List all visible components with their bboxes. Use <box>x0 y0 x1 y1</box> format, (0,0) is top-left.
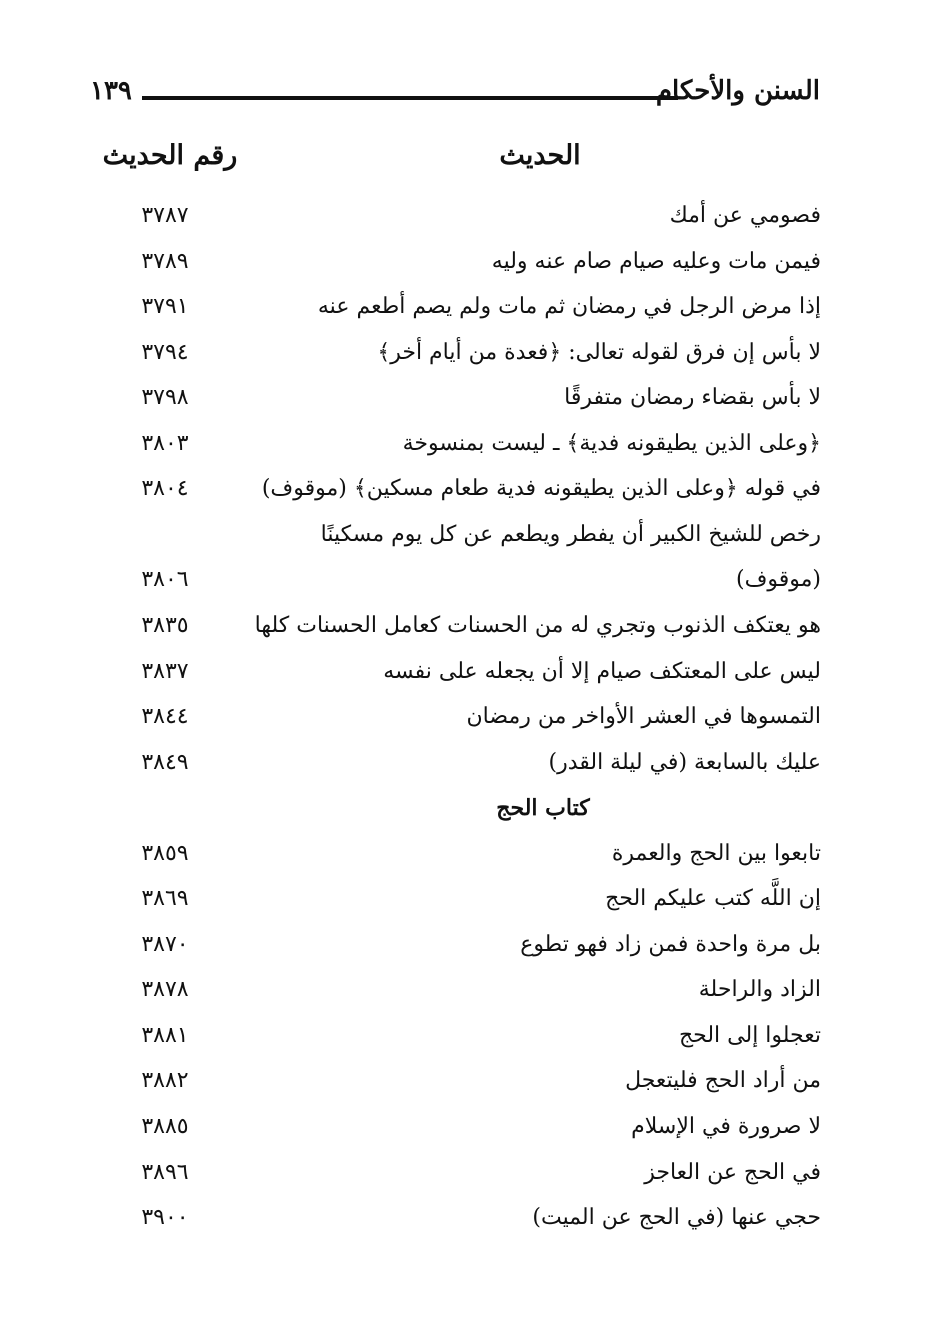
hadith-number: ٣٧٩١ <box>141 294 189 319</box>
list-item <box>0 424 926 464</box>
list-item <box>0 697 926 737</box>
list-item <box>0 469 926 509</box>
hadith-text: هو يعتكف الذنوب وتجري له من الحسنات كعامل الحسنات كلها <box>254 613 821 638</box>
list-item <box>0 606 926 646</box>
column-header-number: رقم الحديث <box>102 140 238 171</box>
hadith-text: لا صرورة في الإسلام <box>631 1114 821 1139</box>
section-heading-row <box>0 788 926 828</box>
list-item <box>0 970 926 1010</box>
hadith-number: ٣٨٦٩ <box>141 886 189 911</box>
list-item <box>0 287 926 327</box>
list-item <box>0 879 926 919</box>
page-number: ١٣٩ <box>90 76 132 106</box>
hadith-number: ٣٨٤٤ <box>141 704 189 729</box>
list-item <box>0 1061 926 1101</box>
hadith-text: الزاد والراحلة <box>698 977 821 1002</box>
list-item <box>0 1198 926 1238</box>
hadith-text: رخص للشيخ الكبير أن يفطر ويطعم عن كل يوم مسكينًا <box>320 522 821 547</box>
header-title: السنن والأحكام <box>655 76 820 106</box>
column-header-hadith: الحديث <box>499 140 581 171</box>
hadith-text: إن اللَّه كتب عليكم الحج <box>605 886 821 911</box>
hadith-text: في قوله ﴿وعلى الذين يطيقونه فدية طعام مسكين﴾ (موقوف) <box>261 476 821 501</box>
hadith-number: ٣٧٩٤ <box>141 340 189 365</box>
hadith-number: ٣٨٧٠ <box>141 932 189 957</box>
list-item <box>0 515 926 555</box>
hadith-text: بل مرة واحدة فمن زاد فهو تطوع <box>520 932 821 957</box>
hadith-text: لا بأس إن فرق لقوله تعالى: ﴿فعدة من أيام أخر﴾ <box>377 340 821 365</box>
hadith-text: في الحج عن العاجز <box>644 1160 821 1185</box>
hadith-number: ٣٧٩٨ <box>141 385 189 410</box>
hadith-text: تابعوا بين الحج والعمرة <box>611 841 821 866</box>
list-item <box>0 242 926 282</box>
hadith-text: من أراد الحج فليتعجل <box>625 1068 821 1093</box>
hadith-number: ٣٨٨٥ <box>141 1114 189 1139</box>
list-item <box>0 743 926 783</box>
hadith-text: (موقوف) <box>735 567 821 592</box>
hadith-number: ٣٧٨٧ <box>141 203 189 228</box>
list-item <box>0 560 926 600</box>
hadith-number: ٣٨٠٦ <box>141 567 189 592</box>
list-item <box>0 925 926 965</box>
hadith-number: ٣٨٣٧ <box>141 659 189 684</box>
list-item <box>0 1153 926 1193</box>
hadith-number: ٣٧٨٩ <box>141 249 189 274</box>
hadith-text: ليس على المعتكف صيام إلا أن يجعله على نفسه <box>383 659 821 684</box>
hadith-text: عليك بالسابعة (في ليلة القدر) <box>548 750 821 775</box>
list-item <box>0 333 926 373</box>
hadith-text: حجي عنها (في الحج عن الميت) <box>532 1205 821 1230</box>
hadith-text: ﴿وعلى الذين يطيقونه فدية﴾ ـ ليست بمنسوخة <box>402 431 821 456</box>
hadith-number: ٣٨٧٨ <box>141 977 189 1002</box>
list-item <box>0 1107 926 1147</box>
list-item <box>0 1016 926 1056</box>
hadith-text: لا بأس بقضاء رمضان متفرقًا <box>564 385 821 410</box>
hadith-number: ٣٨٣٥ <box>141 613 189 638</box>
hadith-number: ٣٨٠٤ <box>141 476 189 501</box>
list-item <box>0 834 926 874</box>
hadith-number: ٣٨٠٣ <box>141 431 189 456</box>
list-item <box>0 196 926 236</box>
hadith-number: ٣٩٠٠ <box>141 1205 189 1230</box>
hadith-number: ٣٨٨١ <box>141 1023 189 1048</box>
hadith-number: ٣٨٨٢ <box>141 1068 189 1093</box>
hadith-text: التمسوها في العشر الأواخر من رمضان <box>466 704 821 729</box>
hadith-text: فصومي عن أمك <box>669 203 821 228</box>
hadith-number: ٣٨٥٩ <box>141 841 189 866</box>
hadith-text: تعجلوا إلى الحج <box>678 1023 821 1048</box>
section-heading: كتاب الحج <box>496 795 590 821</box>
hadith-text: فيمن مات وعليه صيام صام عنه وليه <box>491 249 821 274</box>
hadith-number: ٣٨٤٩ <box>141 750 189 775</box>
list-item <box>0 378 926 418</box>
hadith-number: ٣٨٩٦ <box>141 1160 189 1185</box>
list-item <box>0 652 926 692</box>
hadith-text: إذا مرض الرجل في رمضان ثم مات ولم يصم أطعم عنه <box>317 294 821 319</box>
